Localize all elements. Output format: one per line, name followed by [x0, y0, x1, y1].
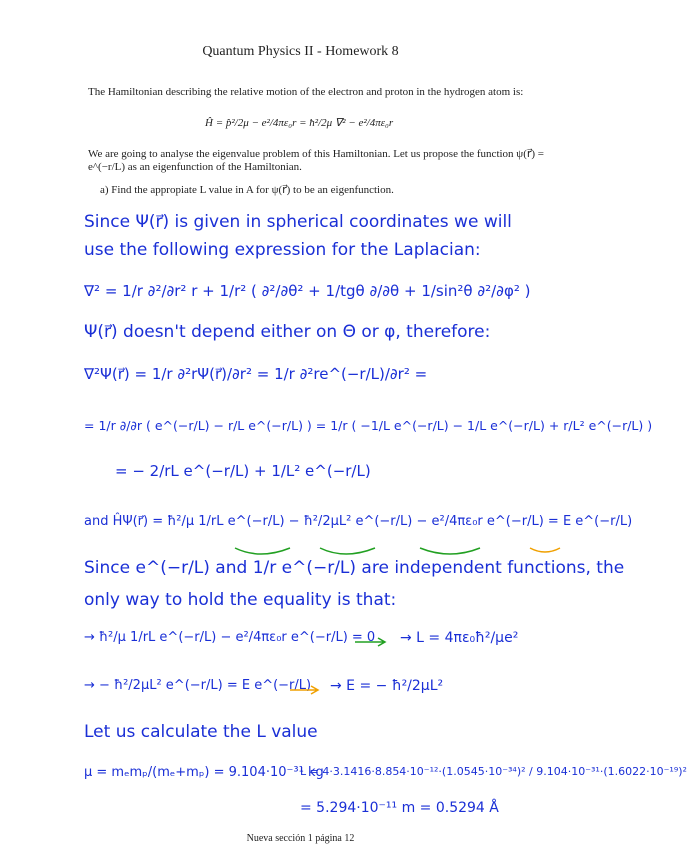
handwritten-line-4: Since e^(−r/L) and 1/r e^(−r/L) are independent functions, the: [84, 558, 625, 578]
derivation-step-3: = − 2/rL e^(−r/L) + 1/L² e^(−r/L): [115, 462, 371, 480]
L-calculation: L = 4·3.1416·8.854·10⁻¹²·(1.0545·10⁻³⁴)² / 9.104·10⁻³¹·(1.6022·10⁻¹⁹)²: [300, 765, 687, 778]
page-title: Quantum Physics II - Homework 8: [202, 44, 399, 59]
condition-2: → − ħ²/2μL² e^(−r/L) = E e^(−r/L): [84, 678, 312, 693]
hamiltonian-equation: Ĥ = p̂²/2μ − e²/4πε₀r = ħ²/2μ ∇² − e²/4πε₀r: [205, 117, 394, 129]
handwritten-line-5: only way to hold the equality is that:: [84, 590, 397, 610]
intro-text: The Hamiltonian describing the relative motion of the electron and proton in the hydrogen atom is:: [88, 86, 524, 98]
underline-orange: [530, 548, 560, 552]
question-text: a) Find the appropiate L value in A for ψ(r⃗) to be an eigenfunction.: [100, 184, 394, 196]
underline-green-2: [320, 548, 375, 554]
handwritten-line-3: Ψ(r⃗) doesn't depend either on Θ or φ, therefore:: [84, 322, 491, 342]
page-footer: Nueva sección 1 página 12: [246, 833, 355, 844]
underline-green-3: [420, 548, 480, 554]
condition-1: → ħ²/μ 1/rL e^(−r/L) − e²/4πε₀r e^(−r/L) = 0: [84, 630, 376, 645]
handwritten-line-2: use the following expression for the Laplacian:: [84, 240, 481, 260]
arrow-green: [355, 638, 385, 646]
result-1: → L = 4πε₀ħ²/μe²: [400, 630, 519, 646]
underline-green-1: [235, 548, 290, 554]
laplacian-expression: ∇² = 1/r ∂²/∂r² r + 1/r² ( ∂²/∂θ² + 1/tgθ ∂/∂θ + 1/sin²θ ∂²/∂φ² ): [84, 282, 531, 300]
reduced-mass: μ = mₑmₚ/(mₑ+mₚ) = 9.104·10⁻³¹ kg: [84, 765, 324, 780]
arrow-orange: [290, 686, 318, 694]
analysis-text: We are going to analyse the eigenvalue problem of this Hamiltonian. Let us propose the function ψ(r⃗) = e^(−r/L) as an eigenfunction of the Hamiltonian.: [88, 148, 544, 173]
result-2: → E = − ħ²/2μL²: [330, 678, 444, 694]
hamiltonian-action: and ĤΨ(r⃗) = ħ²/μ 1/rL e^(−r/L) − ħ²/2μL² e^(−r/L) − e²/4πε₀r e^(−r/L) = E e^(−r/L): [84, 514, 633, 529]
L-result: = 5.294·10⁻¹¹ m = 0.5294 Å: [300, 800, 499, 816]
derivation-step-2: = 1/r ∂/∂r ( e^(−r/L) − r/L e^(−r/L) ) = 1/r ( −1/L e^(−r/L) − 1/L e^(−r/L) + r/L² e^(−r/L) ): [84, 418, 653, 433]
handwritten-line-6: Let us calculate the L value: [84, 722, 318, 742]
handwritten-line-1: Since Ψ(r⃗) is given in spherical coordinates we will: [84, 212, 512, 232]
derivation-step-1: ∇²Ψ(r⃗) = 1/r ∂²rΨ(r⃗)/∂r² = 1/r ∂²re^(−r/L)/∂r² =: [84, 365, 428, 383]
